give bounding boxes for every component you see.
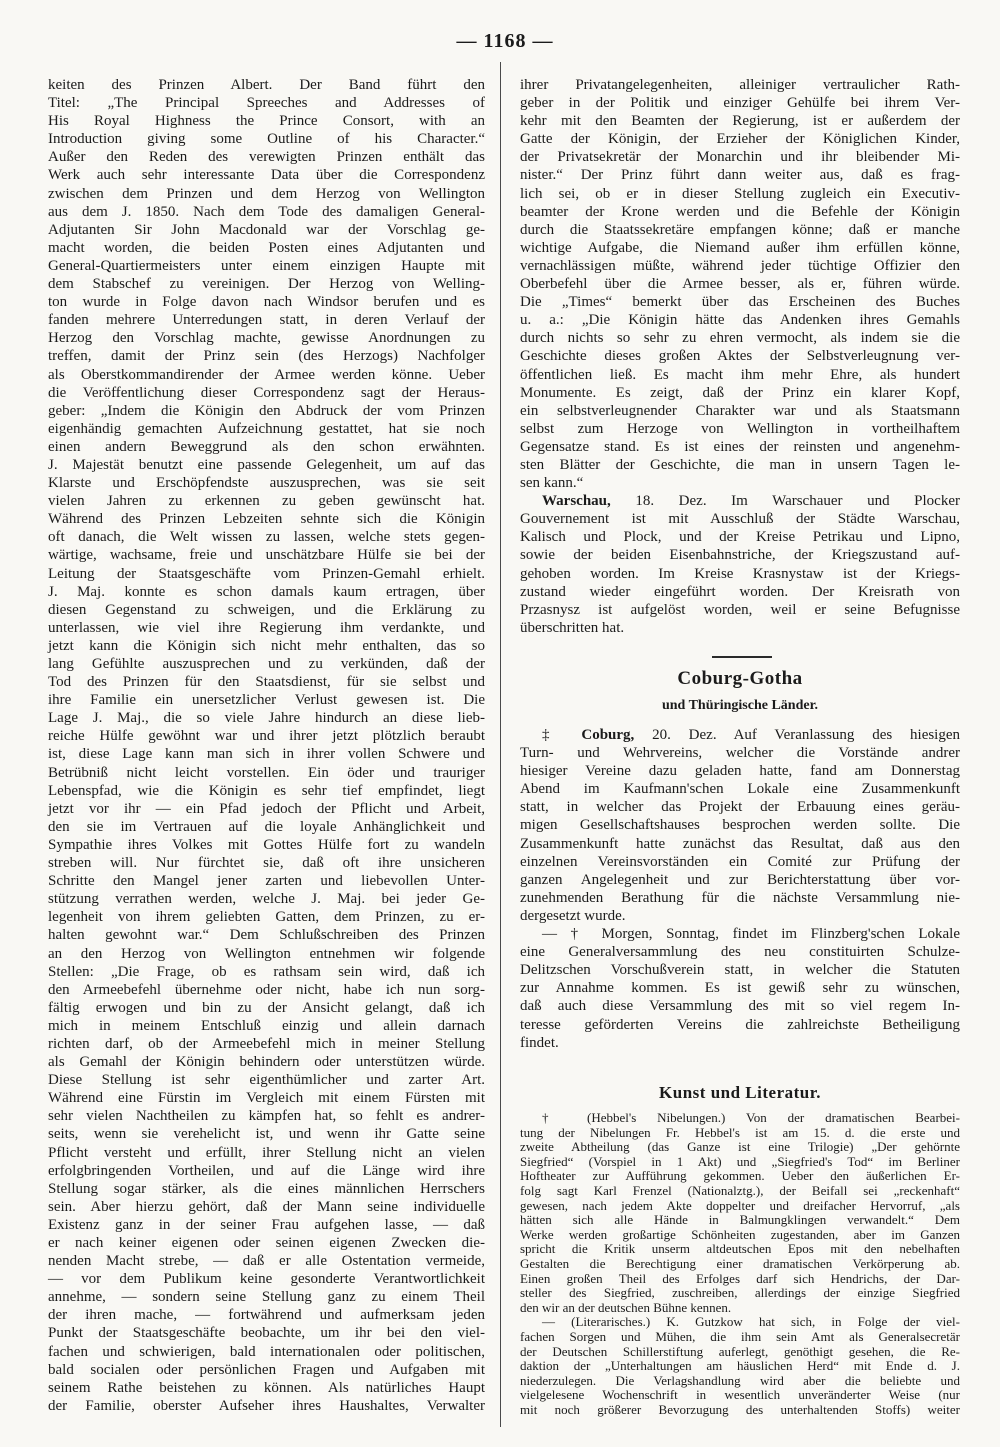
news-item-coburg xyxy=(520,726,960,925)
text-line: den Armeebefehl übernehme oder nicht, habe ich nun sorg- xyxy=(48,981,485,998)
text-line: vernachlässigen müßte, während jeder tüchtige Offizier den xyxy=(520,257,960,274)
text-line: Pflicht versteht und erfüllt, ihrer Stellung nicht an vielen xyxy=(48,1144,485,1161)
article-continuation xyxy=(520,76,960,492)
text-line: Betrübniß nicht leicht vorstellen. Ein öder und trauriger xyxy=(48,764,485,781)
arts-section xyxy=(520,1111,960,1417)
text-line: migen Gesellschaftshauses besprochen werden sollte. Die xyxy=(520,817,960,834)
text-line: streben will. Nur fürchtet sie, daß oft ihre unsicheren xyxy=(48,855,485,872)
text-line: dem Stabschef zu vereinigen. Der Herzog von Welling- xyxy=(48,276,485,293)
text-line: Przasnysz ist aufgelöst worden, weil er seine Befugnisse xyxy=(520,601,960,618)
text-line: Lage J. Maj., die so viele Jahre hindurch an diese lieb- xyxy=(48,710,485,727)
text-line: statt, in welcher das Projekt der Erbauung eines geräu- xyxy=(520,799,960,816)
news-item-warschau xyxy=(520,492,960,637)
text-line: Monumente. Es zeigt, daß der Prinz ein klarer Kopf, xyxy=(520,384,960,401)
text-line: steller des Siegfried, zuschreiben, allerdings der einzige Siegfried xyxy=(520,1285,960,1301)
text-line: Siegfried“ (Vorspiel in 1 Akt) und „Siegfried's Tod“ im Berliner xyxy=(520,1153,960,1169)
text-line: selbst zum Herzoge von Wellington in vortheilhaftem xyxy=(520,420,960,437)
text-line: jetzt kann die Königin sich nicht mehr enthalten, das so xyxy=(48,637,485,654)
text-line: Introduction giving some Outline of his Character.“ xyxy=(48,131,485,148)
text-line: der Familie, oberster Aufseher ihres Haushaltes, Verwalter xyxy=(48,1397,485,1414)
text-line: ihrer Privatangelegenheiten, alleiniger vertraulicher Rath- xyxy=(520,77,960,93)
text-line: kehr mit den Beamten der Regierung, ist er außerdem der xyxy=(520,113,960,130)
text-line: Herzog den Vorschlag machte, gewisse Anordnungen zu xyxy=(48,330,485,347)
column-divider xyxy=(500,62,501,1427)
text-line: stützung verrathen werden, welche J. Maj. bei jeder Ge- xyxy=(48,891,485,908)
text-line: J. Maj. konnte es schon damals kaum ertragen, über xyxy=(48,583,485,600)
text-line: daktion der „Unterhaltungen am häuslichen Herd“ mit Ende d. J. xyxy=(520,1358,960,1374)
text-line: gewesen, nach jedem Akte doppelter und dreifacher Hervorruf, „als xyxy=(520,1197,960,1213)
text-line: reiche Hülfe gewöhnt war und ihrer jetzt plötzlich beraubt xyxy=(48,728,485,745)
text-line: gehoben worden. Im Kreise Krasnystaw ist der Kriegs- xyxy=(520,565,960,582)
text-line: General-Quartiermeisters unter einem einzigen Haupte mit xyxy=(48,257,485,274)
first-line-text: 20. Dez. Auf Veranlassung des hiesigen xyxy=(652,727,961,743)
text-line: Während des Prinzen Lebzeiten sehnte sich die Königin xyxy=(48,511,485,528)
coburg-section xyxy=(520,726,960,1052)
text-line: einen andern Beweggrund als den schon erwähnten. xyxy=(48,438,485,455)
text-line: Oberbefehl über die Armee besser, als er, führen würde. xyxy=(520,276,960,293)
text-line: † (Hebbel's Nibelungen.) Von der dramatischen Bearbei- xyxy=(542,1110,960,1125)
text-line: Tod des Prinzen für den Staatsdienst, für sie selbst und xyxy=(48,674,485,691)
arts-item-literary xyxy=(520,1315,960,1417)
text-line: mich in meinem Entschluß einzig und allein darnach xyxy=(48,1017,485,1034)
text-line: Gouvernement ist mit Ausschluß der Städte Warschau, xyxy=(520,511,960,528)
text-line: halten gewohnt war.“ Dem Schlußschreiben des Prinzen xyxy=(48,927,485,944)
text-line: ihre Familie ein unersetzlicher Verlust gewesen ist. Die xyxy=(48,692,485,709)
text-line: durch die Staatssekretäre empfangen könne; daß er manche xyxy=(520,221,960,238)
page-number: — 1168 — xyxy=(456,30,554,52)
text-line: annehme, — sondern seine Stellung ganz zu einem Theil xyxy=(48,1289,485,1306)
section-heading-title: Coburg-Gotha xyxy=(677,668,803,689)
text-line: als Gemahl der Königin behindern oder unterstützen würde. xyxy=(48,1054,485,1071)
text-line: Einen großen Theil des Erfolges darf sich Hendrichs, der Dar- xyxy=(520,1270,960,1286)
text-line: aus dem J. 1850. Nach dem Tode des damaligen General- xyxy=(48,203,485,220)
text-line: ganzen Angelegenheit und zur Berichterstattung über vor- xyxy=(520,871,960,888)
text-line: sein. Aber hierzu gehört, daß der Mann seine individuelle xyxy=(48,1198,485,1215)
text-line: ein selbstverleugnender Charakter war und als Staatsmann xyxy=(520,402,960,419)
text-line: sen kann.“ xyxy=(520,475,584,492)
text-line: geber in der Politik und einziger Gehülfe bei ihrem Ver- xyxy=(520,95,960,112)
text-line: Abend im Kaufmann'schen Lokale eine Zusammenkunft xyxy=(520,781,960,798)
text-line: den wir an der deutschen Bühne kennen. xyxy=(520,1299,732,1315)
text-line: Hoftheater zur Aufführung gekommen. Ueber den äußerlichen Er- xyxy=(520,1168,960,1184)
text-line: Stellen: „Die Frage, ob es rathsam sein wird, daß ich xyxy=(48,963,485,980)
text-line: findet. xyxy=(520,1034,559,1051)
text-line: Die „Times“ bemerkt über das Erscheinen des Buches xyxy=(520,294,960,311)
first-line-text: 18. Dez. Im Warschauer und Plocker xyxy=(635,493,960,510)
text-line: hiesiger Vereine dazu geladen hatte, fand am Donnerstag xyxy=(520,763,960,780)
text-line: keiten des Prinzen Albert. Der Band führt den xyxy=(48,77,485,93)
text-line: lang Gefühlte auszusprechen und zu verkünden, daß der xyxy=(48,656,485,672)
section-rule xyxy=(712,656,772,658)
text-line: beamter der Krone werden und die Befehle der Königin xyxy=(520,203,960,220)
dateline: Coburg, xyxy=(581,727,635,743)
text-line: niederzulegen. Die Verlagshandlung wird aber die beliebte und xyxy=(520,1372,960,1388)
text-line: treffen, damit der Prinz sein (des Herzogs) Nachfolger xyxy=(48,348,485,365)
text-line: macht worden, die beiden Posten eines Adjutanten und xyxy=(48,239,485,256)
text-line: Während eine Fürstin im Vergleich mit einem Fürsten mit xyxy=(48,1090,485,1107)
text-line: Außer den Reden des verewigten Prinzen enthält das xyxy=(48,149,485,166)
text-line: mit noch größerer Bevorzugung des unterhaltenden Stoffs) weiter xyxy=(520,1401,960,1417)
text-line: spricht die Kritik unserm altdeutschen Epos mit den nebelhaften xyxy=(520,1241,960,1257)
text-line: an den Herzog von Wellington entnehmen wir folgende xyxy=(48,945,485,962)
text-line: Delitzschen Vorschußverein statt, in welcher die Statuten xyxy=(520,962,960,979)
text-line: ton wurde in Folge davon nach Windsor berufen und es xyxy=(48,294,485,311)
text-line: Diese Stellung ist sehr eigenthümlicher und zarter Art. xyxy=(48,1072,485,1089)
text-line: Klarste und Erschöpfendste auszusprechen, was sie seit xyxy=(48,475,485,492)
text-line: fachen Sorgen und Mühen, die ihm sein Amt als Generalsecretär xyxy=(520,1328,960,1344)
text-line: Leitung der Staatsgeschäfte vom Prinzen-Gemahl erhielt. xyxy=(48,565,485,582)
text-line: tung der Nibelungen Fr. Hebbel's ist am 15. d. die erste und xyxy=(520,1124,960,1140)
text-line: legenheit von ihrem geliebten Gatten, dem Prinzen, zu er- xyxy=(48,909,485,926)
text-line: Zusammenkunft hatte zunächst das Resultat, daß aus den xyxy=(520,835,960,852)
text-line xyxy=(520,726,960,744)
text-line: Werk auch sehr interessante Data über die Correspondenz xyxy=(48,167,485,184)
text-line: seits, wenn sie verehelicht ist, und wenn ihr Gatte seine xyxy=(48,1126,485,1143)
text-line: Geschichte dieses großen Aktes der Selbstverleugnung ver- xyxy=(520,348,960,365)
text-line: His Royal Highness the Prince Consort, with an xyxy=(48,113,485,130)
text-line: diesen Gegenstand zu schweigen, und die Erklärung zu xyxy=(48,601,485,618)
section-heading-subtitle: und Thüringische Länder. xyxy=(661,698,818,713)
text-line: u. a.: „Die Königin hätte das Andenken ihres Gemahls xyxy=(520,312,960,329)
text-line: Stellung sogar stärker, als die eines männlichen Herrschers xyxy=(48,1180,485,1197)
text-line: wichtige Aufgabe, die Niemand außer ihm erfüllen könne, xyxy=(520,239,960,256)
text-line: zunehmenden Berathung für die nächste Versammlung nie- xyxy=(520,889,960,906)
text-line: der Deutschen Schillerstiftung auferlegt, genöthigt gesehen, die Re- xyxy=(520,1343,960,1359)
text-line: nenden Macht strebe, — daß er alle Ostentation vermeide, xyxy=(48,1253,485,1270)
news-item-coburg-meeting xyxy=(520,925,960,1052)
text-line: sten Blätter der Geschichte, die man in unsern Tagen le- xyxy=(520,456,960,473)
paragraph-body xyxy=(520,510,960,637)
text-line: Werke werden großartige Schönheiten zugestanden, aber im Ganzen xyxy=(520,1226,960,1242)
text-line: zur Annahme kommen. Es ist gewiß sehr zu wünschen, xyxy=(520,980,960,997)
text-line: wärtige, wachsame, freie und unschätzbare Hülfe sie bei der xyxy=(48,547,485,564)
text-line: Existenz ganz in der seiner Frau aufgehen lasse, — daß xyxy=(48,1216,485,1233)
text-line: lich sei, ob er in dieser Stellung zugleich ein Executiv- xyxy=(520,185,960,202)
text-line: öffentlichen ließ. Es macht ihm mehr Ehre, als hundert xyxy=(520,366,960,383)
text-line: eigenhändig gemachten Aufzeichnung gestattet, hat sie noch xyxy=(48,420,485,437)
text-line: Lebenspfad, wie die Königin es sehr tief empfindet, liegt xyxy=(48,782,485,799)
text-line xyxy=(520,492,960,510)
text-line: richten darf, ob der Armeebefehl mich in meiner Stellung xyxy=(48,1035,485,1052)
text-line: folg sagt Karl Frenzel (Nationalztg.), der Beifall sei „reckenhaft“ xyxy=(520,1182,960,1198)
text-line: Gatte der Königin, der Erzieher der Königlichen Kinder, xyxy=(520,131,960,148)
text-line: zwischen dem Prinzen und dem Herzog von Wellington xyxy=(48,185,485,202)
text-line: durch nichts so sehr zu ehren vermocht, als indem sie die xyxy=(520,330,960,347)
text-line: vielgelesene Wochenschrift in wesentlich unveränderter Weise (nur xyxy=(520,1387,960,1403)
text-line: erfolgbringenden Vortheilen, und auf die Länge wird ihre xyxy=(48,1162,485,1179)
text-line: zustand wieder eingeführt worden. Der Kreisrath von xyxy=(520,583,960,600)
arts-item-hebbel xyxy=(520,1111,960,1315)
text-line: geber: „Indem die Königin den Abdruck der vom Prinzen xyxy=(48,402,485,419)
text-line: — (Literarisches.) K. Gutzkow hat sich, in Folge der viel- xyxy=(542,1314,960,1330)
text-line: bald socialen oder persönlichen Fragen und Aufgaben mit xyxy=(48,1361,485,1378)
item-mark: ‡ xyxy=(542,727,564,743)
text-line: sowie der beiden Eisenbahnstriche, der Kriegszustand auf- xyxy=(520,547,960,564)
text-line: Sympathie ihres Volkes mit Gottes Hülfe fort zu wandeln xyxy=(48,836,485,853)
text-line: Schritte den Mangel jener zarten und liebevollen Unter- xyxy=(48,873,485,890)
text-line: daß auch diese Versammlung des mit so viel regem In- xyxy=(520,998,960,1015)
text-line: überschritten hat. xyxy=(520,619,625,636)
text-line: als Oberstkommandirender der Armee werden könne. Ueber xyxy=(48,366,485,383)
text-line: sehr vielen Nachtheilen zu kämpfen hat, so fehlt es andrer- xyxy=(48,1108,485,1125)
dateline: Warschau, xyxy=(542,493,611,510)
text-line: eine Generalversammlung des neu constituirten Schulze- xyxy=(520,944,960,961)
text-line: dergesetzt wurde. xyxy=(520,907,626,924)
text-line: teresse geförderten Vereins die zahlreichste Betheiligung xyxy=(520,1016,960,1033)
text-line: fältig erwogen und bin zu der Ansicht gelangt, daß ich xyxy=(48,999,485,1016)
text-line: Gestalten die Berechtigung einer dramatischen Verkörperung ab. xyxy=(520,1255,960,1271)
text-line: Gegensatze stand. Es ist eines der reinsten und angenehm- xyxy=(520,438,960,455)
text-line: Adjutanten Sir John Macdonald war der Vorschlag ge- xyxy=(48,221,485,238)
text-line: der ihren mache, — fortwährend und aufmerksam jeden xyxy=(48,1307,485,1324)
text-line: — † Morgen, Sonntag, findet im Flinzberg'schen Lokale xyxy=(542,926,960,943)
text-line: jetzt vor ihr — ein Pfad jedoch der Pflicht und Arbeit, xyxy=(48,800,485,817)
text-line: fanden mehrere Unterredungen statt, in deren Verlauf der xyxy=(48,312,485,329)
text-line: oft danach, die Welt wissen zu lassen, welche stets gegen- xyxy=(48,529,485,546)
text-line: Punkt der Staatsgeschäfte beobachte, um ihr bei den viel- xyxy=(48,1325,485,1342)
text-line: unterlassen, wie viel ihre Regierung ihm verdankte, und xyxy=(48,619,485,636)
text-line: fachen und schwierigen, bald internationalen oder politischen, xyxy=(48,1343,485,1360)
text-line: den sie im Vertrauen auf die loyale Anhänglichkeit und xyxy=(48,818,485,835)
text-line: zweite Abtheilung (das Ganze ist eine Trilogie) „Der gehörnte xyxy=(520,1139,960,1155)
text-line: — vor dem Publikum keine gesonderte Verantwortlichkeit xyxy=(48,1271,485,1288)
text-line: hätten sich alle Hände in Balmungklingen verwandelt.“ Dem xyxy=(520,1212,960,1228)
right-column-top xyxy=(520,76,960,637)
text-line: Kalisch und Plock, und der Kreise Petrikau und Lipno, xyxy=(520,529,960,546)
text-line: J. Majestät benutzt eine passende Gelegenheit, um auf das xyxy=(48,456,485,473)
text-line: der Privatsekretär der Monarchin und ihr bleibender Mi- xyxy=(520,149,960,166)
text-line: nister.“ Der Prinz führt dann weiter aus, daß es frag- xyxy=(520,167,960,184)
left-column xyxy=(48,76,485,1415)
text-line: die Veröffentlichung dieser Correspondenz sagt der Heraus- xyxy=(48,384,485,401)
paragraph-body xyxy=(520,744,960,925)
text-line: er nach keiner eigenen oder seinen eigenen Zwecken die- xyxy=(48,1235,485,1251)
text-line: einzelnen Vereinsvorständen ein Comité zur Prüfung der xyxy=(520,853,960,870)
text-line: Titel: „The Principal Spreeches and Addresses of xyxy=(48,95,485,112)
text-line: Turn- und Wehrvereins, welcher die Vorstände andrer xyxy=(520,745,960,762)
section-heading-arts: Kunst und Literatur. xyxy=(659,1083,821,1102)
text-line: vielen Jahren zu erkennen zu geben gewünscht hat. xyxy=(48,493,485,510)
text-line: ist, diese Lage kann man sich in ihrer vollen Schwere und xyxy=(48,746,485,763)
text-line: seinem Rathe beistehen zu können. Als natürliches Haupt xyxy=(48,1379,485,1396)
